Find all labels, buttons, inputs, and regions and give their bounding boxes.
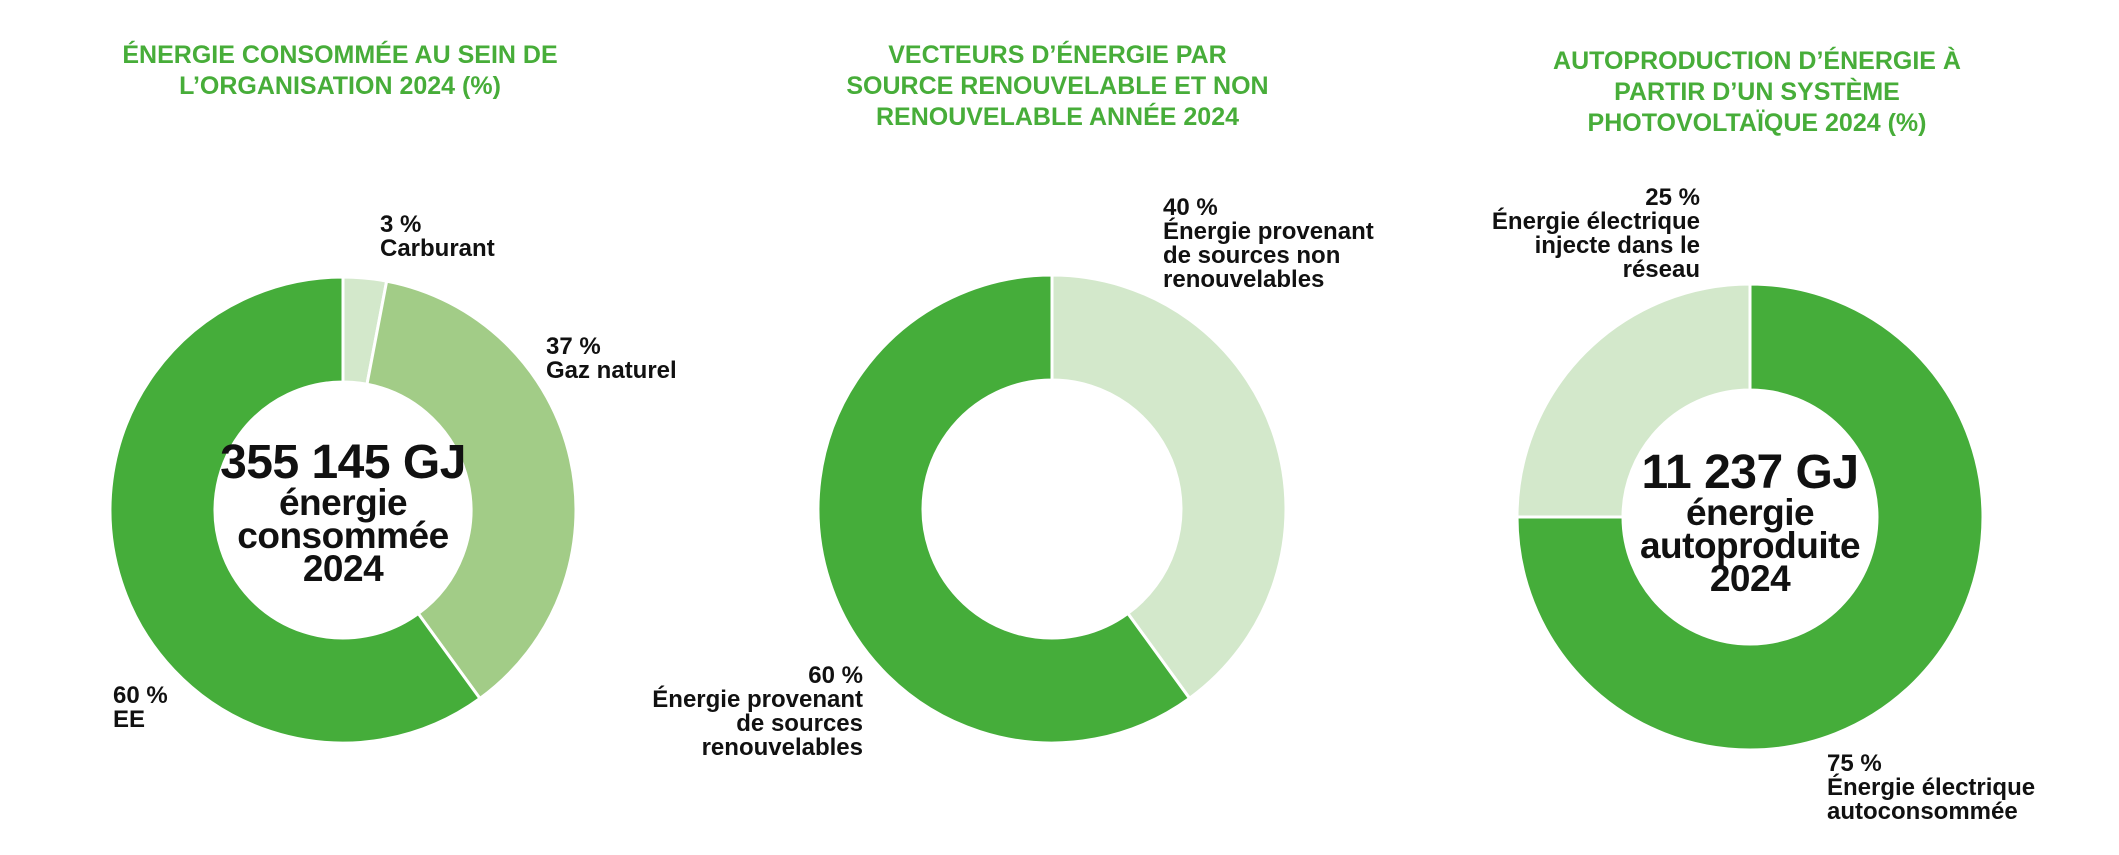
- slice-name: Énergie provenant: [652, 686, 863, 713]
- slice-name: Énergie électrique: [1491, 208, 1700, 235]
- slice-label-ee: [113, 684, 168, 732]
- center-caption: énergie: [1685, 492, 1815, 533]
- slice-label-autoconsommee: [1827, 752, 2035, 824]
- title-line: AUTOPRODUCTION D’ÉNERGIE À: [1553, 47, 1961, 75]
- center-caption: 2024: [302, 548, 384, 589]
- slice-name: Énergie provenant: [1163, 218, 1374, 245]
- chart-title-3: [1405, 46, 2109, 139]
- slice-label-renouvelables: [605, 664, 863, 760]
- slice-percent: 25 %: [1645, 184, 1700, 211]
- slice-name: renouvelables: [1163, 266, 1325, 293]
- slice-name: de sources: [736, 710, 863, 737]
- slice-name: renouvelables: [701, 734, 863, 761]
- slice-label-non-renouvelables: [1163, 196, 1374, 292]
- slice-name: de sources non: [1163, 242, 1341, 269]
- slice-percent: 75 %: [1827, 750, 1882, 777]
- slice-percent: 60 %: [113, 682, 168, 709]
- donut-chart-2: [817, 274, 1287, 744]
- slice-label-gaz-naturel: [546, 335, 677, 383]
- title-line: ÉNERGIE CONSOMMÉE AU SEIN DE: [122, 41, 558, 69]
- center-caption: énergie: [278, 482, 408, 523]
- slice-label-carburant: [380, 213, 495, 261]
- title-line: RENOUVELABLE ANNÉE 2024: [875, 103, 1240, 131]
- center-value: 355 145 GJ: [220, 436, 466, 489]
- center-caption: 2024: [1709, 558, 1791, 599]
- title-line: VECTEURS D’ÉNERGIE PAR: [888, 41, 1227, 69]
- center-caption: autoproduite: [1639, 525, 1861, 566]
- slice-name: réseau: [1622, 256, 1700, 283]
- slice-name: autoconsommée: [1827, 798, 2018, 825]
- slice-name: EE: [113, 706, 146, 733]
- title-line: L’ORGANISATION 2024 (%): [179, 72, 501, 100]
- slice-name: Carburant: [380, 235, 495, 262]
- slice-percent: 3 %: [380, 211, 422, 238]
- center-value: 11 237 GJ: [1641, 446, 1859, 499]
- title-line: PARTIR D’UN SYSTÈME: [1614, 78, 1900, 106]
- slice-name: Énergie électrique: [1827, 774, 2036, 801]
- slice-percent: 40 %: [1163, 194, 1218, 221]
- title-line: PHOTOVOLTAÏQUE 2024 (%): [1587, 109, 1927, 137]
- chart-title-2: [700, 40, 1415, 133]
- slice-label-injecte: [1450, 186, 1700, 282]
- slice-name: injecte dans le: [1534, 232, 1700, 259]
- chart-title-1: [0, 40, 680, 102]
- title-line: SOURCE RENOUVELABLE ET NON: [846, 72, 1269, 100]
- center-total-3: [1600, 446, 1900, 599]
- slice-percent: 60 %: [808, 662, 863, 689]
- slice-percent: 37 %: [546, 333, 601, 360]
- center-total-1: [203, 436, 483, 589]
- center-caption: consommée: [237, 515, 449, 556]
- slice-name: Gaz naturel: [546, 357, 677, 384]
